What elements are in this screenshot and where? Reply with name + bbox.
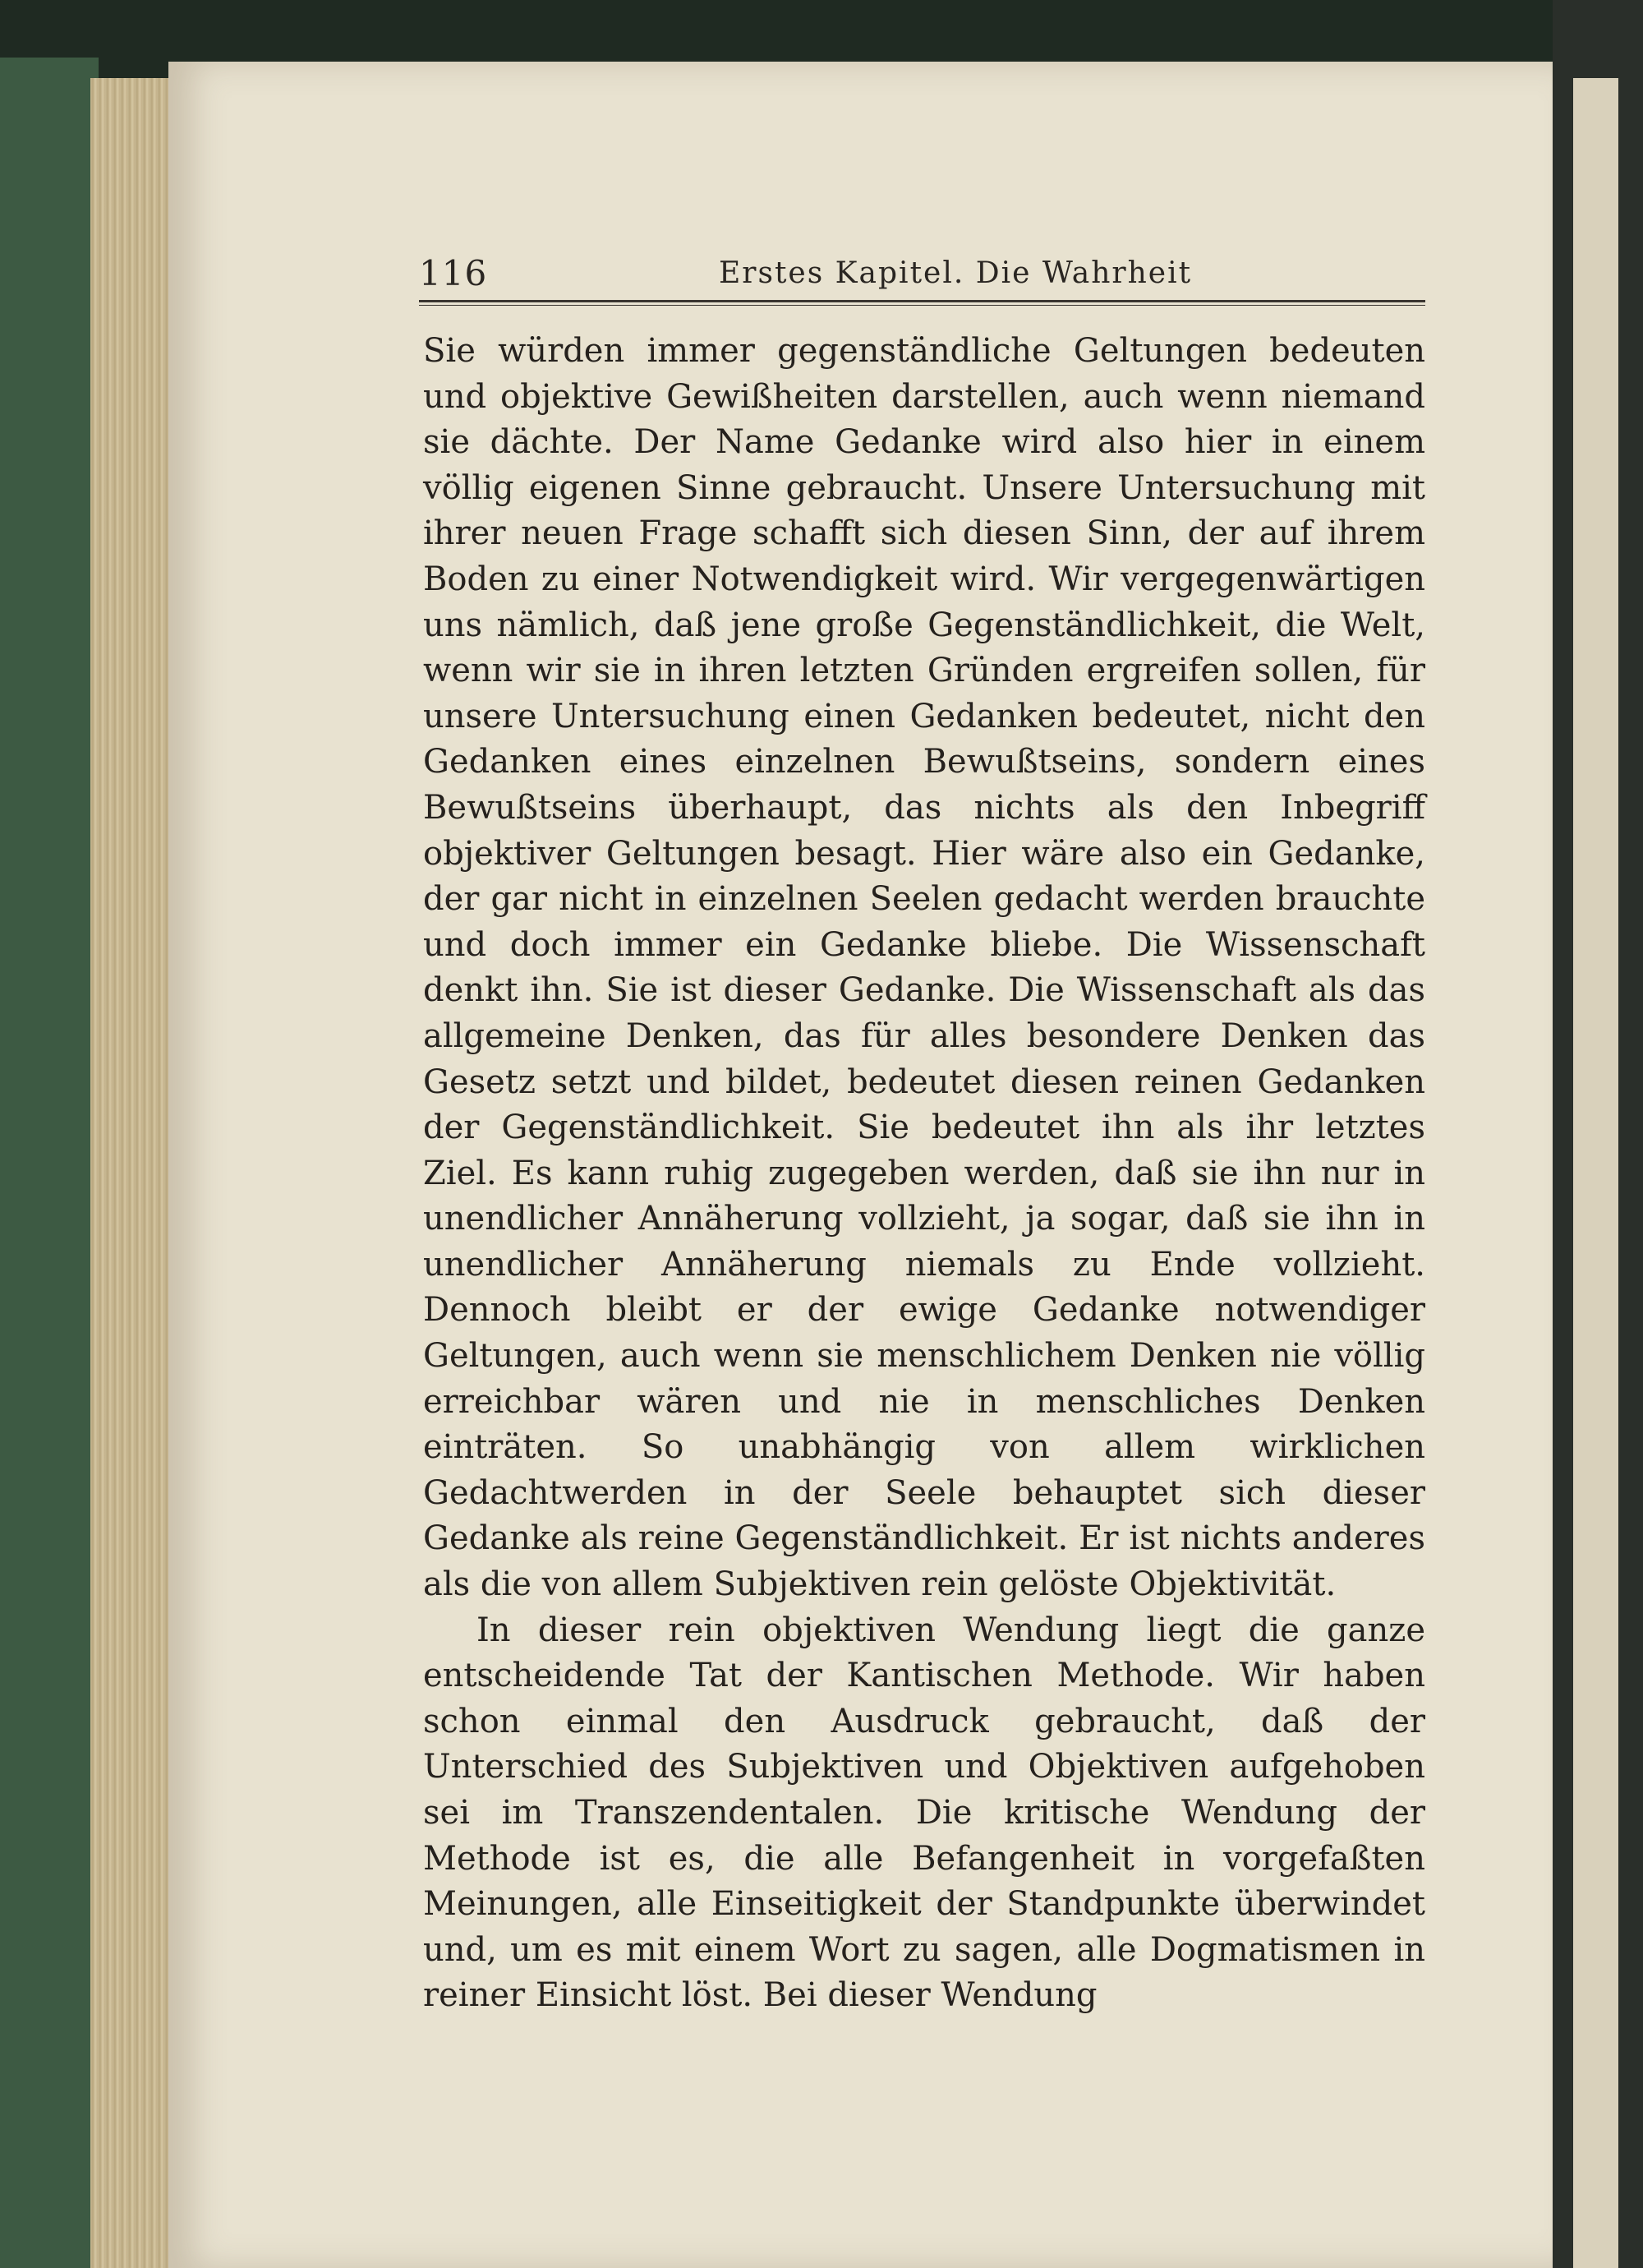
page-number: 116 <box>419 253 488 293</box>
page-edges <box>90 78 173 2268</box>
book-cover-edge <box>0 58 99 2268</box>
running-head: Erstes Kapitel. Die Wahrheit <box>719 256 1193 290</box>
page-header <box>419 253 1425 294</box>
paragraph-2: In dieser rein objektiven Wendung liegt die ganze entscheidende Tat der Kantischen Methode. Wir haben schon einmal den Ausdruck gebraucht, daß der Unterschied des Subjektiven und Objektiven aufgehoben sei im Transzendentalen. Die kritische Wendung der Methode ist es, die alle Befangenheit in vorgefaßten Meinungen, alle Einseitigkeit der Standpunkte überwindet und, um es mit einem Wort zu sagen, alle Dogmatismen in reiner Einsicht löst. Bei dieser Wendung <box>423 1611 1425 2015</box>
paragraph-1: Sie würden immer gegenständliche Geltungen bedeuten und objektive Gewißheiten darstellen, auch wenn niemand sie dächte. Der Name Gedanke wird also hier in einem völlig eigenen Sinne gebraucht. Unsere Untersuchung mit ihrer neuen Frage schafft sich diesen Sinn, der auf ihrem Boden zu einer Notwendigkeit wird. Wir vergegenwärtigen uns nämlich, daß jene große Gegenständlichkeit, die Welt, wenn wir sie in ihren letzten Gründen ergreifen sollen, für unsere Untersuchung einen Gedanken bedeutet, nicht den Gedanken eines einzelnen Bewußtseins, sondern eines Bewußtseins überhaupt, das nichts als den Inbegriff objektiver Geltungen besagt. Hier wäre also ein Gedanke, der gar nicht in einzelnen Seelen gedacht werden brauchte und doch immer ein Gedanke bliebe. Die Wissenschaft denkt ihn. Sie ist dieser Gedanke. Die Wissenschaft als das allgemeine Denken, das für alles besondere Denken das Gesetz setzt und bildet, bedeutet diesen reinen Gedanken der Gegenständlichkeit. Sie bedeutet ihn als ihr letztes Ziel. Es kann ruhig zugegeben werden, daß sie ihn nur in unendlicher Annäherung vollzieht, ja sogar, daß sie ihn in unendlicher Annäherung niemals zu Ende vollzieht. Dennoch bleibt er der ewige Gedanke notwendiger Geltungen, auch wenn sie menschlichem Denken nie völlig erreichbar wären und nie in menschliches Denken einträten. So unabhängig von allem wirklichen Gedachtwerden in der Seele behauptet sich dieser Gedanke als reine Gegenständlichkeit. Er ist nichts anderes als die von allem Subjektiven rein gelöste Objektivität. <box>423 332 1425 1604</box>
header-rule <box>419 300 1425 302</box>
body-text <box>423 329 1425 2019</box>
header-rule-thin <box>419 305 1425 306</box>
next-page-edge <box>1573 78 1618 2268</box>
